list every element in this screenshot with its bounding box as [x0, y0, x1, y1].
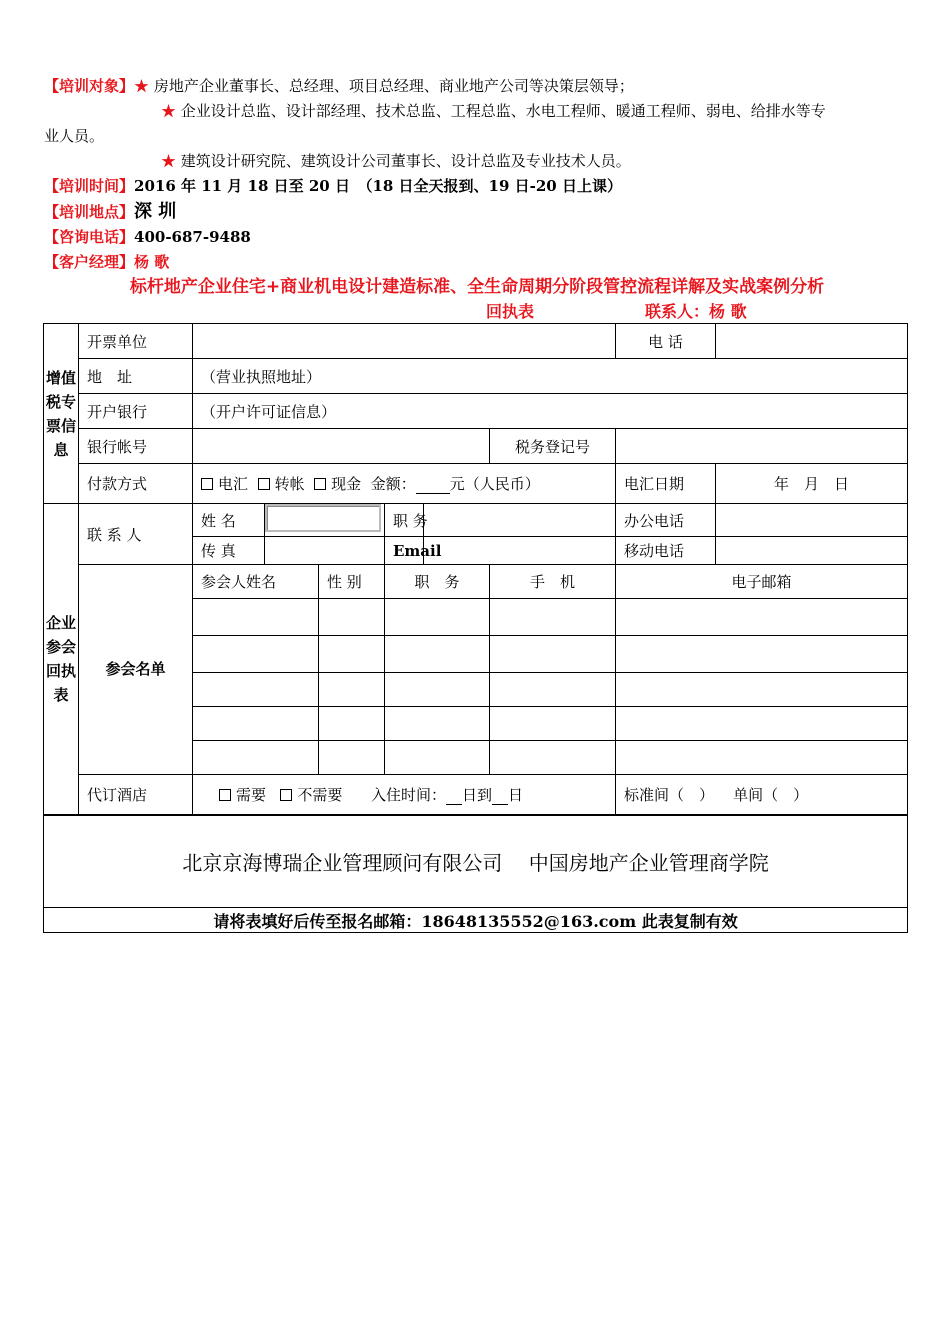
- col-name-header: 参会人姓名: [193, 565, 319, 599]
- no-need-checkbox[interactable]: [280, 789, 292, 801]
- payment-label: 付款方式: [79, 464, 193, 504]
- checkin-end-input[interactable]: [492, 786, 508, 805]
- office-phone-label: 办公电话: [616, 504, 716, 537]
- mobile-label: 移动电话: [616, 537, 716, 565]
- target-item-3: 建筑设计研究院、建筑设计公司董事长、设计总监及专业技术人员。: [180, 152, 631, 170]
- bank-input[interactable]: （开户许可证信息）: [193, 394, 908, 429]
- target-row-2-wrap: [44, 124, 910, 149]
- transfer-label: 转帐: [274, 475, 305, 493]
- cash-checkbox[interactable]: [314, 478, 326, 490]
- need-checkbox[interactable]: [219, 789, 231, 801]
- phone-row: [44, 225, 910, 250]
- attendee-title-cell[interactable]: [385, 707, 490, 741]
- cash-label: 现金: [331, 475, 362, 493]
- attendee-mobile-cell[interactable]: [490, 673, 616, 707]
- enterprise-side-label: 企业参会回执表: [44, 504, 79, 815]
- target-item-2-wrap: 业人员。: [44, 127, 105, 145]
- standard-room[interactable]: 标准间（ ）: [624, 785, 715, 804]
- company-label: 开票单位: [79, 324, 193, 359]
- attendee-title-cell[interactable]: [385, 673, 490, 707]
- phone-input[interactable]: [716, 324, 908, 359]
- account-input[interactable]: [193, 429, 490, 464]
- no-need-label: 不需要: [297, 785, 343, 804]
- attendee-name-cell[interactable]: [193, 673, 319, 707]
- email-label: Email: [385, 537, 424, 565]
- need-label: 需要: [236, 785, 267, 804]
- checkin-label: 入住时间：: [370, 785, 446, 804]
- place-value: 深 圳: [134, 201, 177, 222]
- fax-input[interactable]: [265, 537, 385, 565]
- mobile-input[interactable]: [716, 537, 908, 565]
- amount-suffix: 元（人民币）: [449, 475, 540, 493]
- target-item-1: 房地产企业董事长、总经理、项目总经理、商业地产公司等决策层领导；: [153, 77, 634, 95]
- room-options: [616, 775, 908, 815]
- wire-date-input[interactable]: 年 月 日: [716, 464, 908, 504]
- attendee-gender-cell[interactable]: [319, 599, 385, 636]
- target-row-3: [44, 149, 910, 174]
- time-value: 2016 年 11 月 18 日至 20 日 （18 日全天报到、19 日-20 日上课）: [134, 177, 622, 195]
- target-row-2: [44, 99, 910, 124]
- col-mobile-header: 手 机: [490, 565, 616, 599]
- phone-value: 400-687-9488: [134, 228, 251, 246]
- attendee-title-cell[interactable]: [385, 741, 490, 775]
- footer-mail-note: 请将表填好后传至报名邮箱：18648135552@163.com 此表复制有效: [44, 908, 908, 933]
- address-input[interactable]: （营业执照地址）: [193, 359, 908, 394]
- email-input[interactable]: [424, 537, 616, 565]
- wire-date-label: 电汇日期: [616, 464, 716, 504]
- contact-label: 联 系 人: [79, 504, 193, 565]
- office-phone-input[interactable]: [716, 504, 908, 537]
- attendee-name-cell[interactable]: [193, 599, 319, 636]
- day-label: 日: [507, 785, 523, 804]
- footer-company: 北京京海博瑞企业管理顾问有限公司 中国房地产企业管理商学院: [44, 815, 908, 908]
- target-item-2: 企业设计总监、设计部经理、技术总监、工程总监、水电工程师、暖通工程师、弱电、给排水等专: [180, 102, 826, 120]
- receipt-title: 回执表: [486, 302, 535, 321]
- tax-no-label: 税务登记号: [490, 429, 616, 464]
- amount-input[interactable]: [416, 475, 450, 494]
- hotel-label: 代订酒店: [79, 775, 193, 815]
- account-label: 银行帐号: [79, 429, 193, 464]
- attendee-gender-cell[interactable]: [319, 636, 385, 673]
- tax-no-input[interactable]: [616, 429, 908, 464]
- target-label: 【培训对象】: [44, 77, 135, 95]
- fax-label: 传 真: [193, 537, 265, 565]
- attendee-email-cell[interactable]: [616, 673, 908, 707]
- place-row: [44, 199, 910, 225]
- address-label: 地 址: [79, 359, 193, 394]
- name-input[interactable]: [265, 504, 385, 537]
- invoice-side-label: 增值税专票信息: [44, 324, 79, 504]
- attendee-mobile-cell[interactable]: [490, 599, 616, 636]
- title-input[interactable]: [424, 504, 616, 537]
- contact-person: 联系人：杨 歌: [645, 302, 747, 321]
- star-icon: ★: [134, 77, 150, 95]
- attendee-name-cell[interactable]: [193, 741, 319, 775]
- amount-prefix: 金额：: [370, 475, 416, 493]
- target-row-1: [44, 74, 910, 99]
- star-icon: ★: [161, 102, 177, 120]
- col-gender-header: 性 别: [319, 565, 385, 599]
- attendee-email-cell[interactable]: [616, 707, 908, 741]
- attendee-mobile-cell[interactable]: [490, 636, 616, 673]
- attendee-mobile-cell[interactable]: [490, 707, 616, 741]
- day-to-label: 日到: [461, 785, 492, 804]
- attendee-email-cell[interactable]: [616, 636, 908, 673]
- checkin-start-input[interactable]: [446, 786, 462, 805]
- attendee-email-cell[interactable]: [616, 741, 908, 775]
- name-input-box[interactable]: [265, 504, 381, 532]
- attendee-gender-cell[interactable]: [319, 741, 385, 775]
- time-row: [44, 174, 910, 199]
- bank-label: 开户银行: [79, 394, 193, 429]
- phone-label: 电 话: [616, 324, 716, 359]
- attendee-side-label: 参会名单: [79, 565, 193, 775]
- phone-label: 【咨询电话】: [44, 228, 135, 246]
- attendee-title-cell[interactable]: [385, 599, 490, 636]
- hotel-options: [193, 775, 616, 815]
- time-label: 【培训时间】: [44, 177, 135, 195]
- wire-label: 电汇: [218, 475, 249, 493]
- attendee-gender-cell[interactable]: [319, 707, 385, 741]
- attendee-name-cell[interactable]: [193, 636, 319, 673]
- name-label: 姓 名: [193, 504, 265, 537]
- attendee-email-cell[interactable]: [616, 599, 908, 636]
- payment-options: [193, 464, 616, 504]
- star-icon: ★: [161, 152, 177, 170]
- attendee-mobile-cell[interactable]: [490, 741, 616, 775]
- registration-form: [43, 323, 908, 933]
- company-input[interactable]: [193, 324, 616, 359]
- single-room[interactable]: 单间（ ）: [733, 785, 809, 804]
- col-email-header: 电子邮箱: [616, 565, 908, 599]
- title-label: 职 务: [385, 504, 424, 537]
- place-label: 【培训地点】: [44, 203, 135, 221]
- wire-checkbox[interactable]: [201, 478, 213, 490]
- course-headline: 标杆地产企业住宅+商业机电设计建造标准、全生命周期分阶段管控流程详解及实战案例分析: [129, 277, 825, 297]
- training-info: [44, 74, 910, 275]
- attendee-gender-cell[interactable]: [319, 673, 385, 707]
- attendee-title-cell[interactable]: [385, 636, 490, 673]
- manager-label: 【客户经理】: [44, 253, 135, 271]
- col-title-header: 职 务: [385, 565, 490, 599]
- manager-value: 杨 歌: [134, 253, 170, 271]
- transfer-checkbox[interactable]: [258, 478, 270, 490]
- attendee-name-cell[interactable]: [193, 707, 319, 741]
